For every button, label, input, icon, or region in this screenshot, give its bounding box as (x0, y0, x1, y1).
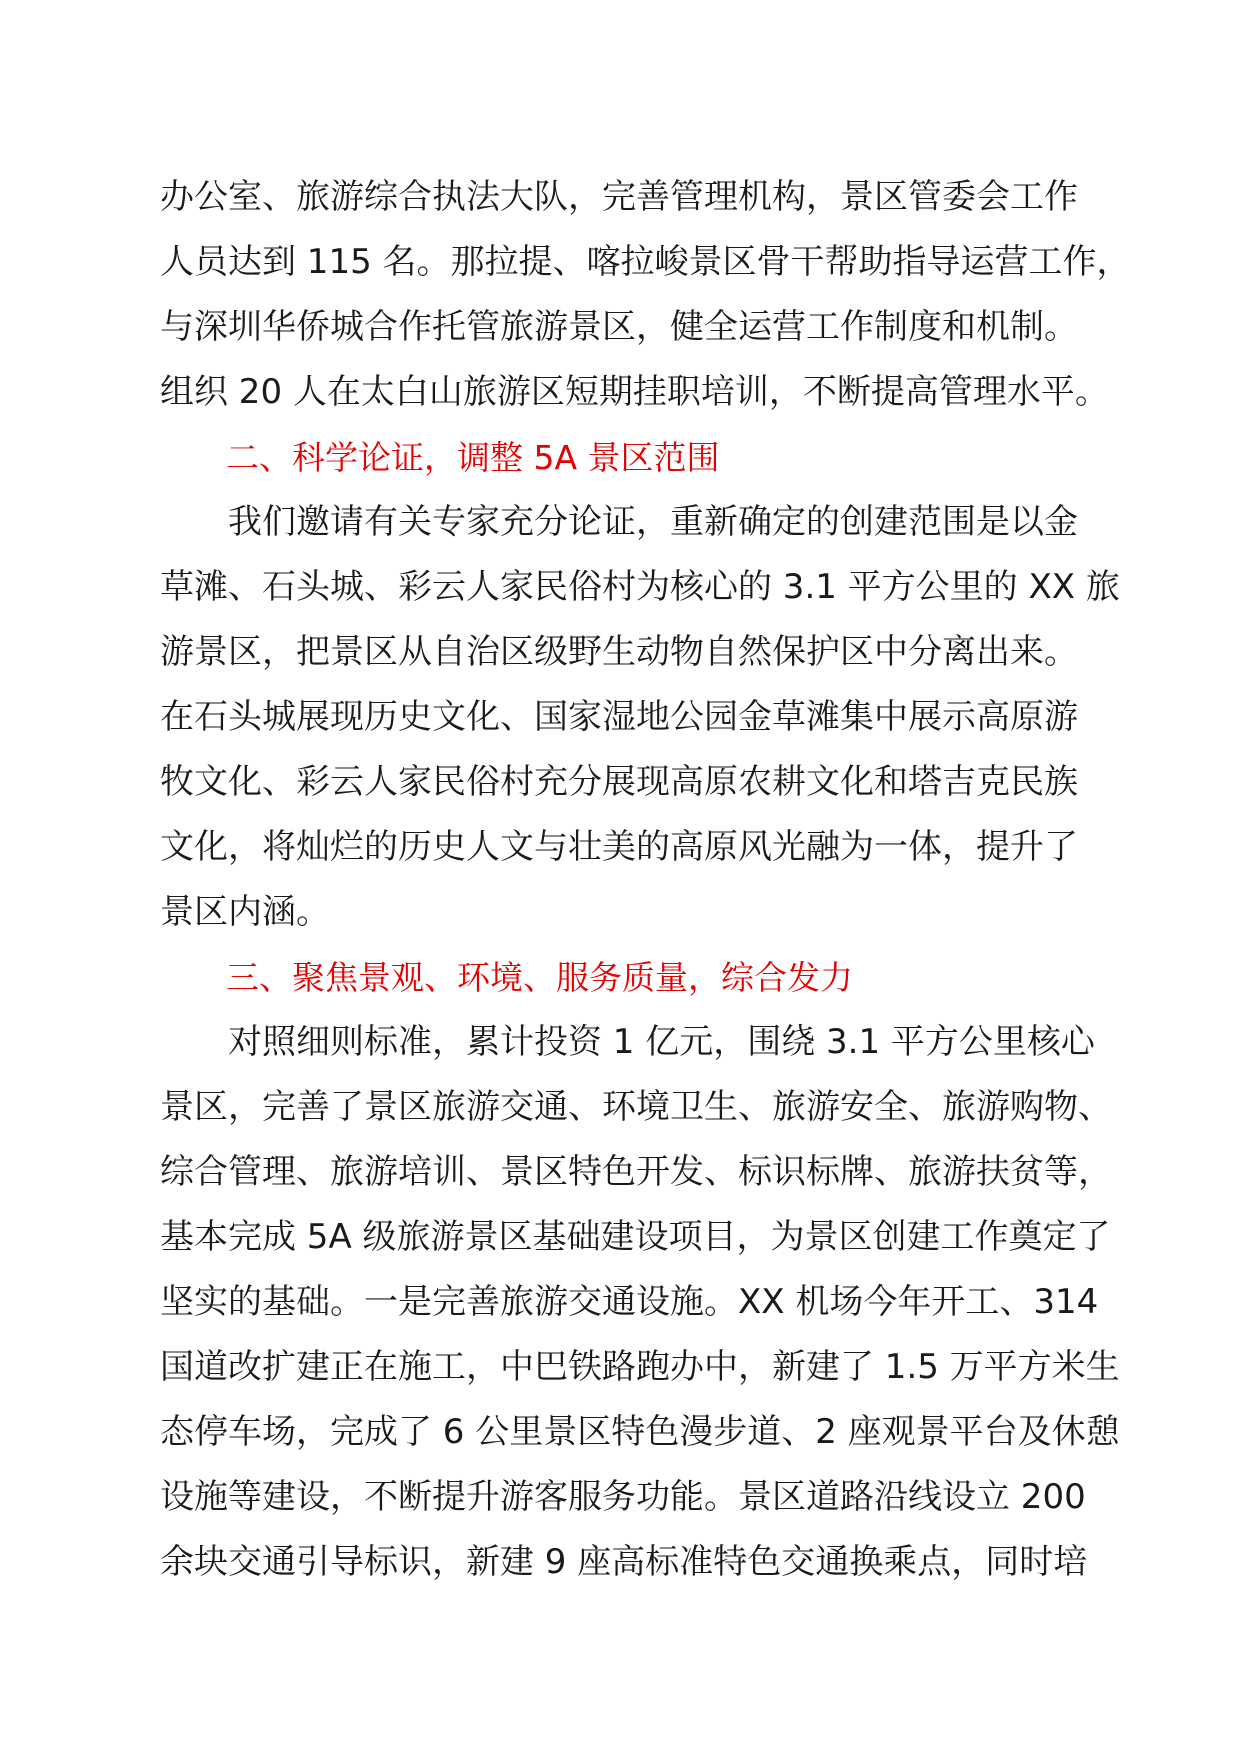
paragraph-line: 综合管理、旅游培训、景区特色开发、标识标牌、旅游扶贫等， (160, 1152, 1112, 1192)
paragraph-line: 我们邀请有关专家充分论证，重新确定的创建范围是以金 (228, 502, 1078, 542)
paragraph-line: 办公室、旅游综合执法大队，完善管理机构，景区管委会工作 (160, 177, 1078, 217)
paragraph-line: 游景区，把景区从自治区级野生动物自然保护区中分离出来。 (160, 632, 1078, 672)
paragraph-line: 组织 20 人在太白山旅游区短期挂职培训，不断提高管理水平。 (160, 372, 1109, 412)
paragraph-line: 人员达到 115 名。那拉提、喀拉峻景区骨干帮助指导运营工作， (160, 242, 1131, 282)
paragraph-line: 基本完成 5A 级旅游景区基础建设项目，为景区创建工作奠定了 (160, 1217, 1111, 1257)
section-2-heading: 二、科学论证，调整 5A 景区范围 (226, 438, 720, 477)
paragraph-line: 与深圳华侨城合作托管旅游景区，健全运营工作制度和机制。 (160, 307, 1078, 347)
paragraph-line: 国道改扩建正在施工，中巴铁路跑办中，新建了 1.5 万平方米生 (160, 1347, 1120, 1387)
paragraph-line: 对照细则标准，累计投资 1 亿元，围绕 3.1 平方公里核心 (228, 1022, 1095, 1062)
paragraph-line: 在石头城展现历史文化、国家湿地公园金草滩集中展示高原游 (160, 697, 1078, 737)
paragraph-line: 牧文化、彩云人家民俗村充分展现高原农耕文化和塔吉克民族 (160, 762, 1078, 802)
paragraph-line: 景区，完善了景区旅游交通、环境卫生、旅游安全、旅游购物、 (160, 1087, 1112, 1127)
section-3-heading: 三、聚焦景观、环境、服务质量，综合发力 (226, 958, 853, 997)
paragraph-line: 设施等建设，不断提升游客服务功能。景区道路沿线设立 200 (160, 1477, 1086, 1517)
paragraph-line: 文化，将灿烂的历史人文与壮美的高原风光融为一体，提升了 (160, 827, 1078, 867)
paragraph-line: 景区内涵。 (160, 892, 330, 932)
paragraph-line: 坚实的基础。一是完善旅游交通设施。XX 机场今年开工、314 (160, 1282, 1099, 1322)
paragraph-line: 态停车场，完成了 6 公里景区特色漫步道、2 座观景平台及休憩 (160, 1412, 1120, 1452)
document-body (160, 165, 1131, 1595)
paragraph-line: 草滩、石头城、彩云人家民俗村为核心的 3.1 平方公里的 XX 旅 (160, 567, 1120, 607)
paragraph-2 (160, 490, 1120, 945)
paragraph-line: 余块交通引导标识，新建 9 座高标准特色交通换乘点，同时培 (160, 1542, 1088, 1582)
paragraph-1 (160, 165, 1131, 425)
paragraph-3 (160, 1010, 1120, 1595)
